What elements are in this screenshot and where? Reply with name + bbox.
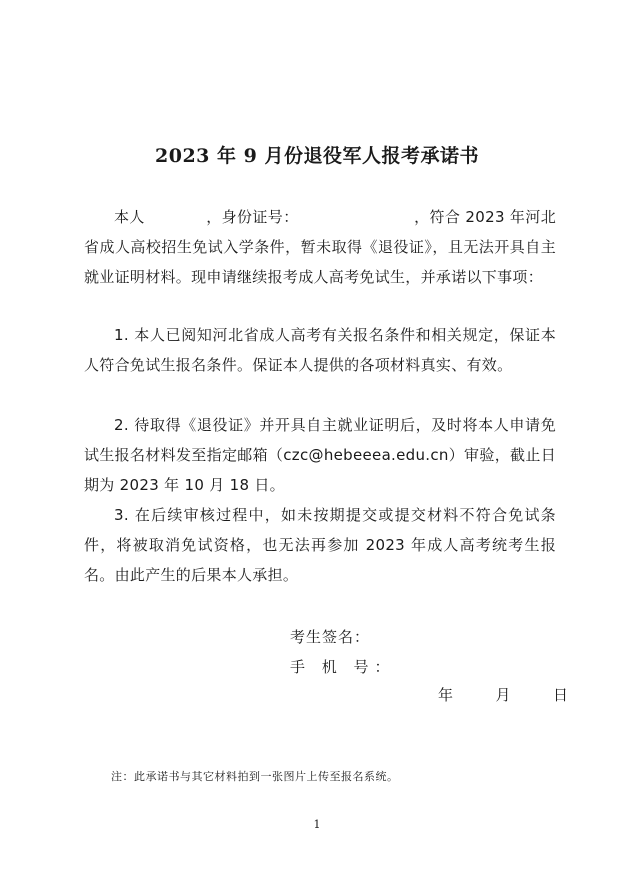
paragraph-text: 3. 在后续审核过程中，如未按期提交或提交材料不符合免试条件，将被取消免试资格，也无法再参加 2023 年成人高考统考生报名。由此产生的后果本人承担。: [84, 506, 556, 584]
document-title: 2023 年 9 月份退役军人报考承诺书: [155, 145, 479, 167]
date-month-label: 月: [495, 686, 511, 704]
paragraph-text: 1. 本人已阅知河北省成人高考有关报名条件和相关规定，保证本人符合免试生报名条件。保证本人提供的各项材料真实、有效。: [84, 326, 556, 374]
signature-label: 考生签名：: [290, 628, 371, 646]
footnote: 注：此承诺书与其它材料拍到一张图片上传至报名系统。: [111, 770, 399, 783]
paragraph-item-3: [84, 500, 556, 590]
phone-label: 手 机 号：: [290, 658, 396, 676]
paragraph-text: 本人 ，身份证号： ，符合 2023 年河北省成人高校招生免试入学条件，暂未取得《退役证》，且无法开具自主就业证明材料。现申请继续报考成人高考免试生，并承诺以下事项：: [84, 208, 556, 286]
paragraph-intro: [84, 202, 556, 292]
date-day-label: 日: [552, 686, 568, 704]
date-line: [438, 680, 568, 710]
paragraph-item-2: [84, 410, 556, 500]
date-year-label: 年: [438, 686, 454, 704]
page-number: 1: [313, 818, 321, 831]
paragraph-text: 2. 待取得《退役证》并开具自主就业证明后，及时将本人申请免试生报名材料发至指定邮箱（czc@hebeeea.edu.cn）审验，截止日期为 2023 年 10 月 18 日。: [84, 416, 556, 494]
paragraph-item-1: [84, 320, 556, 380]
